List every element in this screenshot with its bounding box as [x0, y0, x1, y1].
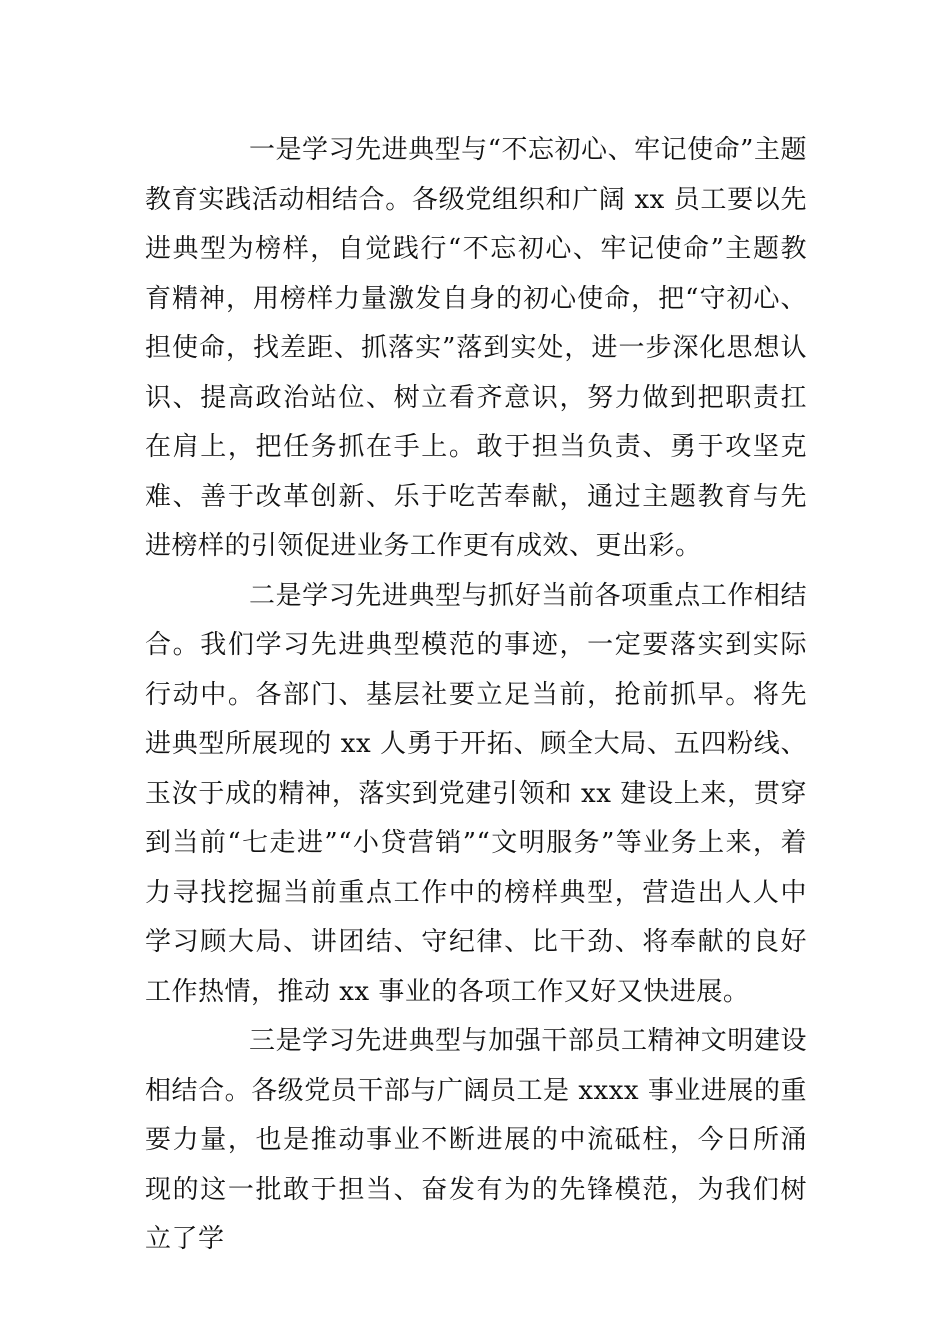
paragraph-3: 三是学习先进典型与加强干部员工精神文明建设相结合。各级党员干部与广阔员工是 xxxx 事业进展的重要力量，也是推动事业不断进展的中流砥柱，今日所涌现的这一批敢于担当、奋发有为的先锋模范，为我们树立了学 — [145, 1026, 807, 1254]
document-body — [145, 126, 807, 1265]
paragraph-2: 二是学习先进典型与抓好当前各项重点工作相结合。我们学习先进典型模范的事迹，一定要落实到实际行动中。各部门、基层社要立足当前，抢前抓早。将先进典型所展现的 xx 人勇于开拓、顾全大局、五四粉线、玉汝于成的精神，落实到党建引领和 xx 建设上来，贯穿到当前“七走进”“小贷营销”“文明服务”等业务上来，着力寻找挖掘当前重点工作中的榜样典型，营造出人人中学习顾大局、讲团结、守纪律、比干劲、将奉献的良好工作热情，推动 xx 事业的各项工作又好又快进展。 — [145, 580, 807, 1007]
paragraph-1: 一是学习先进典型与“不忘初心、牢记使命”主题教育实践活动相结合。各级党组织和广阔 xx 员工要以先进典型为榜样，自觉践行“不忘初心、牢记使命”主题教育精神，用榜样力量激发自身的初心使命，把“守初心、担使命，找差距、抓落实”落到实处，进一步深化思想认识、提高政治站位、树立看齐意识，努力做到把职责扛在肩上，把任务抓在手上。敢于担当负责、勇于攻坚克难、善于改革创新、乐于吃苦奉献，通过主题教育与先进榜样的引领促进业务工作更有成效、更出彩。 — [145, 135, 807, 561]
